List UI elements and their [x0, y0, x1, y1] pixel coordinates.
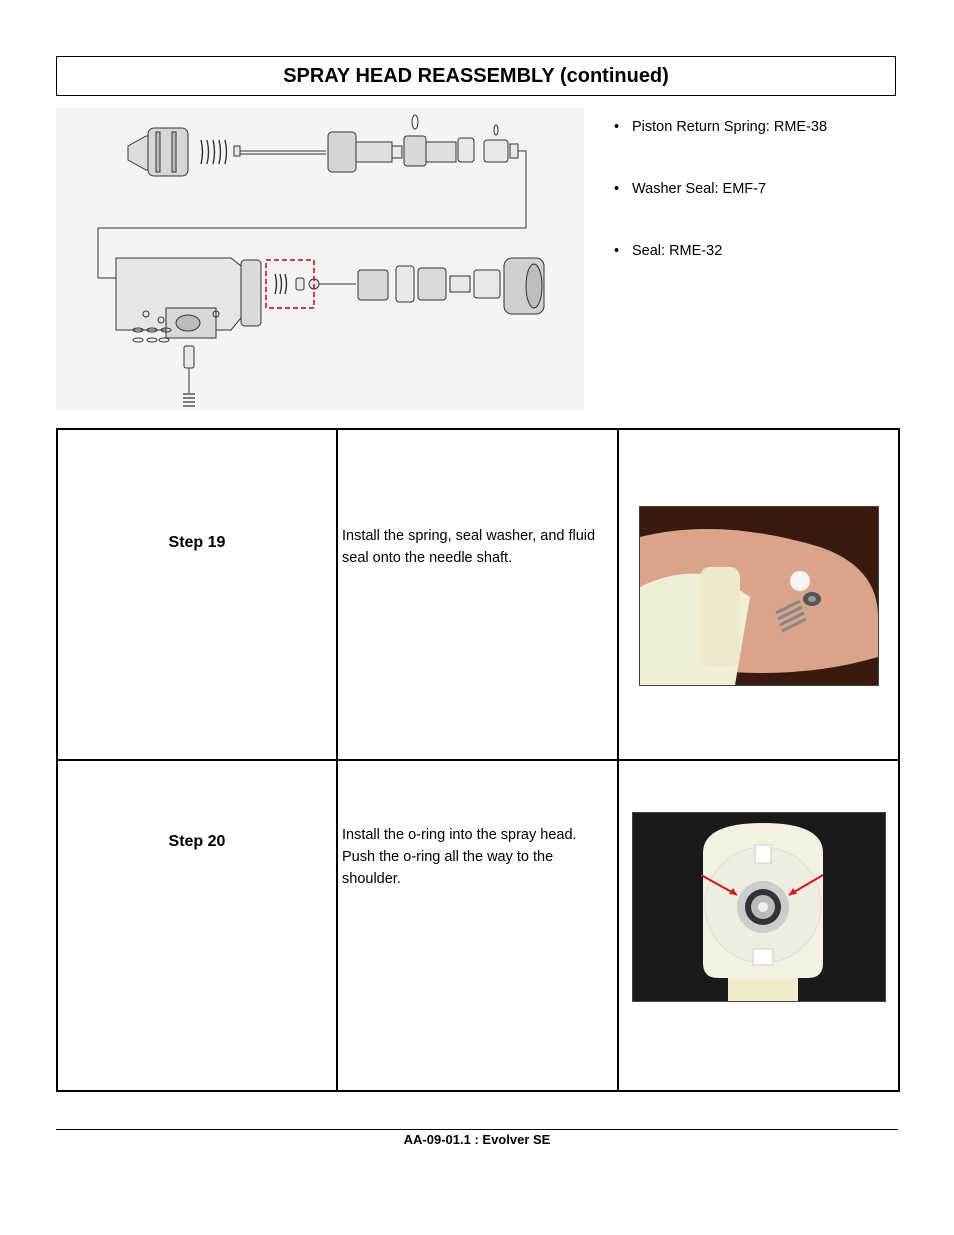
step-19-photo: [639, 506, 879, 686]
exploded-parts-diagram: [56, 108, 584, 410]
step-text-cell: [337, 760, 618, 1091]
step-instructions: Install the spring, seal washer, and fluid seal onto the needle shaft.: [342, 528, 596, 566]
bullet-icon: •: [614, 181, 620, 197]
highlight-box: [266, 260, 314, 308]
step-label: Step 20: [168, 833, 226, 850]
step-photo-cell: [618, 760, 899, 1091]
table-row: [57, 760, 899, 1091]
step-20-photo: [632, 812, 886, 1002]
steps-table: [56, 428, 900, 1092]
part-label: Piston Return Spring: RME-38: [632, 119, 828, 135]
table-row: [57, 429, 899, 760]
footer-divider: [56, 1129, 898, 1130]
list-item: [614, 118, 827, 180]
bullet-icon: •: [614, 243, 620, 259]
list-item: [614, 180, 827, 242]
step-photo-cell: [618, 429, 899, 760]
list-item: [614, 242, 827, 304]
part-label: Seal: RME-32: [632, 243, 723, 259]
part-label: Washer Seal: EMF-7: [632, 181, 767, 197]
bullet-icon: •: [614, 119, 620, 135]
parts-list: [614, 118, 827, 304]
step-instructions: Install the o-ring into the spray head. Push the o-ring all the way to the shoulder.: [342, 827, 577, 887]
step-label-cell: [57, 760, 337, 1091]
page-title: SPRAY HEAD REASSEMBLY (continued): [56, 56, 896, 96]
footer-doc-id: AA-09-01.1 : Evolver SE: [403, 1132, 551, 1147]
step-text-cell: [337, 429, 618, 760]
step-label: Step 19: [168, 534, 226, 551]
step-label-cell: [57, 429, 337, 760]
